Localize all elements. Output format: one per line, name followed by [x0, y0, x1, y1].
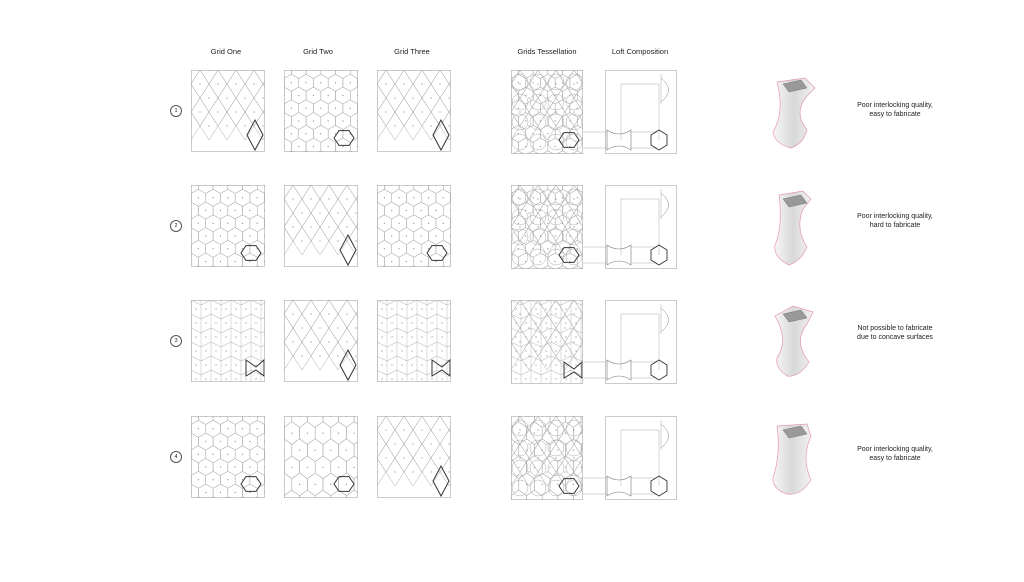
header-loft-composition: Loft Composition — [611, 47, 669, 56]
row-description: Poor interlocking quality, easy to fabricate — [857, 446, 933, 462]
row-number: 1 — [170, 105, 182, 117]
header-grid-two: Grid Two — [303, 47, 333, 56]
grid-one-tile — [191, 300, 267, 382]
grid-one-tile — [191, 185, 267, 267]
grid-three-tile — [377, 70, 453, 152]
tessellation-and-loft — [511, 70, 679, 154]
row-number: 2 — [170, 220, 182, 232]
loft-form-render — [763, 187, 823, 267]
row-number: 4 — [170, 451, 182, 463]
header-grid-one: Grid One — [210, 47, 242, 56]
grid-one-tile — [191, 416, 267, 498]
loft-form-render — [763, 72, 823, 152]
tessellation-and-loft — [511, 416, 679, 500]
grid-one-tile — [191, 70, 267, 152]
row-number: 3 — [170, 335, 182, 347]
row-description: Not possible to fabricate due to concave surfaces — [857, 325, 933, 341]
row-description: Poor interlocking quality, easy to fabricate — [857, 102, 933, 118]
loft-form-render — [763, 302, 823, 382]
grid-two-tile — [284, 416, 360, 498]
header-grids-tessellation: Grids Tessellation — [517, 47, 577, 56]
tessellation-and-loft — [511, 300, 679, 384]
header-grid-three: Grid Three — [394, 47, 430, 56]
loft-form-render — [763, 418, 823, 498]
tessellation-and-loft — [511, 185, 679, 269]
grid-two-tile — [284, 185, 360, 267]
grid-three-tile — [377, 300, 453, 382]
grid-three-tile — [377, 416, 453, 498]
grid-two-tile — [284, 300, 360, 382]
grid-three-tile — [377, 185, 453, 267]
grid-two-tile — [284, 70, 360, 152]
row-description: Poor interlocking quality, hard to fabricate — [857, 213, 933, 229]
